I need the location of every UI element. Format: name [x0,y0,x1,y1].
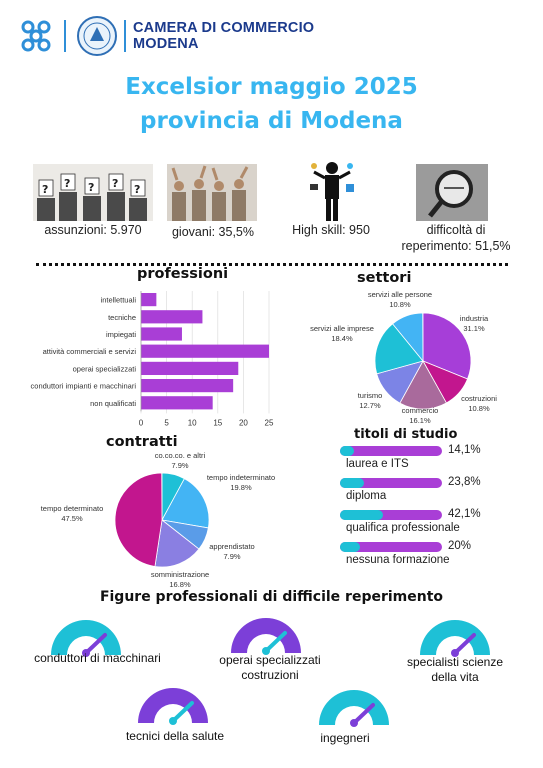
contratti-slice-value: 7.9% [223,552,241,561]
gauge-label-line1: specialisti scienze [406,655,504,669]
svg-text:?: ? [134,183,141,196]
kpi-photo-giovani [167,164,257,221]
bar [141,345,269,358]
gauge-hub [350,719,358,727]
settori-slice-value: 16.1% [409,416,431,425]
svg-text:?: ? [42,183,49,196]
category-label: non qualificati [90,398,136,408]
chamber-logo-icon [18,18,54,54]
contratti-slice-label: somministrazione [150,570,210,579]
gauge-icon [414,613,496,659]
titoli-bar-track [340,510,442,520]
divider [64,20,66,52]
gauge-label-line1: operai specializzati [219,653,321,667]
contratti-slice-value: 19.8% [230,483,252,492]
category-label: operai specializzati [72,364,136,374]
titoli-title: titoli di studio [354,427,458,442]
gauge-label [15,651,180,666]
kpi-difficolta-line1: difficoltà di [426,223,486,237]
divider [124,20,126,52]
page-title-line2: provincia di Modena [140,108,403,134]
titoli-label: qualifica professionale [346,522,460,534]
bar [141,396,213,409]
category-label: intellettuali [100,295,136,305]
gauge-icon [313,683,395,729]
kpi-difficolta [395,222,517,254]
settori-slice-value: 31.1% [463,324,485,333]
gauge-label-line2: della vita [431,670,479,684]
settori-slice-label: industria [459,314,489,323]
figure-title: Figure professionali di difficile reperimento [99,589,444,605]
titoli-bar-fill [340,510,383,520]
contratti-slice-label: tempo indeterminato [206,473,276,482]
contratti-slice-label: apprendistato [209,542,255,551]
x-tick-label: 20 [238,418,248,428]
kpi-giovani: giovani: 35,5% [171,225,254,239]
titoli-value: 14,1% [448,444,481,456]
svg-text:?: ? [88,181,95,194]
kpi-assunzioni: assunzioni: 5.970 [44,223,142,237]
gauge-label-line2: costruzioni [241,668,299,682]
gauge-hub [169,717,177,725]
category-label: conduttori impianti e macchinari [30,381,136,391]
category-label: attività commerciali e servizi [42,347,136,357]
titoli-bar-track [340,446,442,456]
contratti-title: contratti [106,434,178,450]
titoli-label: laurea e ITS [346,458,409,470]
bar [141,293,156,306]
professioni-chart [0,285,290,435]
contratti-slice-value: 47.5% [61,514,83,523]
titoli-label: diploma [346,490,387,502]
gauge-label-line1: tecnici della salute [125,729,225,743]
bar [141,379,233,392]
page-title-line1: Excelsior maggio 2025 [125,74,418,100]
bar [141,362,238,375]
gauge-label-line1: ingegneri [320,731,370,745]
titoli-list [340,444,540,584]
gauge-label [270,731,420,746]
gauge-label [95,729,255,744]
titoli-item [340,508,540,540]
gauge-icon [225,611,307,657]
kpi-photo-difficolta [416,164,488,221]
org-name-line1: CAMERA DI COMMERCIO [133,20,315,36]
kpi-icon-highskill [310,158,354,222]
page-title [0,70,543,138]
titoli-bar-fill [340,478,364,488]
titoli-bar-track [340,478,442,488]
titoli-bar-track [340,542,442,552]
contratti-slice [115,473,162,566]
settori-slice-value: 18.4% [331,334,353,343]
settori-slice-label: servizi alle persone [367,290,433,299]
settori-slice-label: servizi alle imprese [310,324,374,333]
svg-text:?: ? [112,177,119,190]
settori-slice-value: 10.8% [468,404,490,413]
org-name [133,20,314,52]
titoli-item [340,540,540,572]
x-tick-label: 5 [164,418,169,428]
x-tick-label: 25 [264,418,274,428]
x-tick-label: 10 [187,418,197,428]
titoli-label: nessuna formazione [346,554,450,566]
titoli-bar-fill [340,446,354,456]
gauge-label [375,655,535,685]
titoli-value: 42,1% [448,508,481,520]
titoli-item [340,444,540,476]
gauge-icon [132,681,214,727]
bar [141,310,202,323]
titoli-value: 20% [448,540,472,552]
settori-title: settori [357,270,412,286]
contratti-slice-label: co.co.co. e altri [154,451,206,460]
dotted-separator [36,263,508,266]
professioni-title: professioni [137,266,229,282]
contratti-chart [0,448,300,590]
svg-text:?: ? [64,177,71,190]
kpi-difficolta-line2: reperimento: 51,5% [401,239,511,253]
contratti-slice-value: 16.8% [169,580,191,589]
titoli-bar-fill [340,542,360,552]
settori-slice-label: commercio [401,406,439,415]
contratti-slice-label: tempo determinato [40,504,104,513]
org-name-line2: MODENA [133,36,199,52]
titoli-item [340,476,540,508]
kpi-photo-assunzioni [33,164,153,221]
emblem-icon [76,15,118,57]
bar [141,327,182,340]
kpi-highskill: High skill: 950 [292,223,370,237]
settori-slice-value: 10.8% [389,300,411,309]
x-tick-label: 15 [213,418,223,428]
category-label: impiegati [105,330,136,339]
x-tick-label: 0 [138,418,144,428]
gauge-label [190,653,350,683]
settori-chart [290,285,543,430]
settori-slice-value: 12.7% [359,401,381,410]
titoli-value: 23,8% [448,476,481,488]
settori-slice-label: costruzioni [461,394,497,403]
category-label: tecniche [108,312,136,322]
gauges-area [0,605,543,768]
contratti-slice-value: 7.9% [171,461,189,470]
settori-slice-label: turismo [357,391,383,400]
gauge-label-line1: conduttori di macchinari [34,651,161,665]
